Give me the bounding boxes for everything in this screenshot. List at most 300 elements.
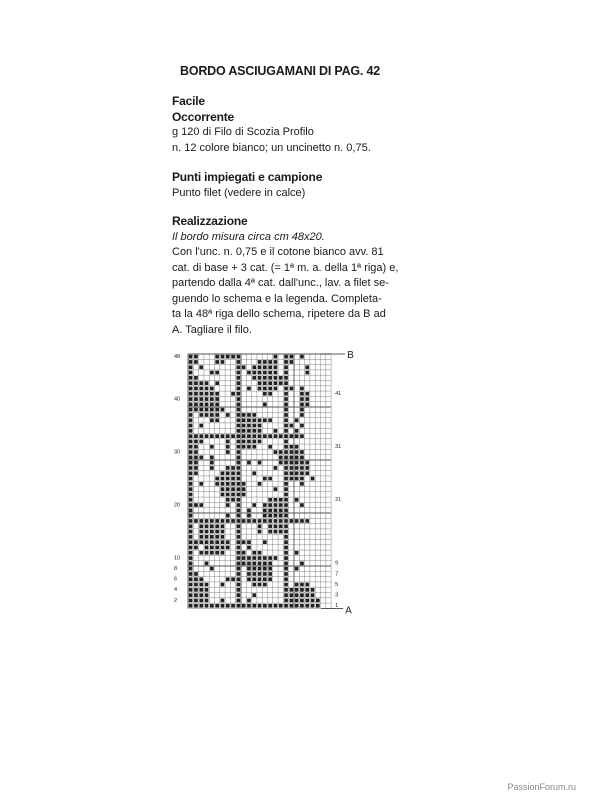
filled-cell [284, 556, 288, 560]
filled-cell [258, 577, 262, 581]
filled-cell [189, 599, 193, 603]
row-label-left: 4 [174, 587, 178, 594]
filled-cell [215, 546, 219, 550]
filled-cell [237, 424, 241, 428]
filled-cell [215, 408, 219, 412]
filled-cell [295, 498, 299, 502]
filled-cell [284, 482, 288, 486]
filled-cell [258, 387, 262, 391]
filled-cell [258, 519, 262, 523]
filled-cell [247, 440, 251, 444]
filled-cell [252, 424, 256, 428]
filled-cell [284, 371, 288, 375]
filled-cell [305, 403, 309, 407]
filled-cell [263, 371, 267, 375]
filled-cell [237, 493, 241, 497]
filled-cell [189, 471, 193, 475]
filled-cell [258, 376, 262, 380]
filled-cell [290, 604, 294, 608]
filled-cell [263, 562, 267, 566]
filled-cell [210, 546, 214, 550]
filled-cell [210, 397, 214, 401]
filled-cell [215, 413, 219, 417]
filled-cell [242, 424, 246, 428]
filled-cell [284, 471, 288, 475]
filled-cell [194, 540, 198, 544]
filled-cell [274, 360, 278, 364]
filled-cell [300, 562, 304, 566]
filled-cell [252, 583, 256, 587]
filled-cell [226, 466, 230, 470]
filled-cell [247, 519, 251, 523]
filled-cell [305, 471, 309, 475]
filled-cell [194, 604, 198, 608]
filled-cell [194, 599, 198, 603]
filled-cell [284, 355, 288, 359]
filled-cell [210, 403, 214, 407]
filled-cell [226, 577, 230, 581]
filled-cell [237, 387, 241, 391]
filled-cell [290, 456, 294, 460]
filled-cell [237, 413, 241, 417]
filled-cell [247, 572, 251, 576]
filled-cell [274, 387, 278, 391]
filled-cell [252, 434, 256, 438]
filled-cell [210, 408, 214, 412]
filled-cell [284, 514, 288, 518]
filled-cell [268, 360, 272, 364]
filled-cell [274, 365, 278, 369]
filled-cell [263, 519, 267, 523]
filled-cell [258, 556, 262, 560]
filled-cell [237, 376, 241, 380]
filled-cell [199, 530, 203, 534]
filled-cell [237, 604, 241, 608]
filled-cell [231, 482, 235, 486]
filled-cell [199, 403, 203, 407]
filled-cell [205, 540, 209, 544]
filled-cell [189, 381, 193, 385]
filet-chart-svg [172, 350, 412, 617]
filled-cell [221, 524, 225, 528]
filled-cell [300, 604, 304, 608]
filled-cell [189, 376, 193, 380]
filled-cell [215, 604, 219, 608]
filled-cell [268, 434, 272, 438]
filled-cell [221, 360, 225, 364]
filled-cell [199, 577, 203, 581]
filled-cell [189, 572, 193, 576]
filled-cell [279, 519, 283, 523]
filled-cell [189, 509, 193, 513]
materials-line-1: g 120 di Filo di Scozia Profilo [172, 126, 314, 138]
materials-section [172, 94, 422, 156]
filled-cell [205, 413, 209, 417]
filled-cell [215, 482, 219, 486]
filled-cell [300, 519, 304, 523]
filled-cell [247, 546, 251, 550]
filled-cell [189, 546, 193, 550]
filled-cell [268, 572, 272, 576]
filled-cell [284, 360, 288, 364]
filled-cell [305, 583, 309, 587]
filled-cell [258, 524, 262, 528]
filled-cell [258, 381, 262, 385]
filled-cell [231, 498, 235, 502]
filled-cell [268, 556, 272, 560]
filled-cell [300, 593, 304, 597]
filled-cell [189, 456, 193, 460]
filled-cell [194, 577, 198, 581]
filled-cell [300, 408, 304, 412]
filled-cell [295, 551, 299, 555]
filled-cell [258, 604, 262, 608]
filled-cell [263, 583, 267, 587]
filled-cell [268, 418, 272, 422]
filled-cell [258, 461, 262, 465]
filled-cell [279, 450, 283, 454]
filled-cell [194, 519, 198, 523]
filled-cell [194, 466, 198, 470]
filled-cell [247, 461, 251, 465]
filled-cell [284, 577, 288, 581]
filled-cell [284, 397, 288, 401]
filled-cell [237, 546, 241, 550]
filled-cell [295, 434, 299, 438]
filled-cell [247, 567, 251, 571]
filled-cell [199, 482, 203, 486]
filled-cell [189, 424, 193, 428]
filled-cell [226, 445, 230, 449]
filled-cell [268, 530, 272, 534]
filled-cell [263, 392, 267, 396]
filled-cell [242, 434, 246, 438]
filled-cell [231, 392, 235, 396]
filled-cell [189, 418, 193, 422]
filled-cell [247, 577, 251, 581]
filled-cell [247, 514, 251, 518]
filled-cell [290, 471, 294, 475]
filled-cell [247, 371, 251, 375]
filled-cell [274, 556, 278, 560]
row-label-right: 21 [335, 497, 342, 504]
filled-cell [258, 418, 262, 422]
filled-cell [221, 540, 225, 544]
filled-cell [210, 567, 214, 571]
filled-cell [221, 487, 225, 491]
filled-cell [221, 551, 225, 555]
filled-cell [189, 588, 193, 592]
filled-cell [205, 434, 209, 438]
filled-cell [305, 599, 309, 603]
instructions-size: Il bordo misura circa cm 48x20. [172, 230, 325, 243]
filled-cell [305, 392, 309, 396]
filled-cell [215, 434, 219, 438]
filled-cell [194, 471, 198, 475]
filled-cell [221, 482, 225, 486]
filled-cell [242, 482, 246, 486]
filled-cell [231, 519, 235, 523]
filled-cell [252, 413, 256, 417]
filled-cell [189, 461, 193, 465]
filled-cell [284, 546, 288, 550]
filled-cell [205, 599, 209, 603]
filled-cell [300, 583, 304, 587]
filled-cell [194, 572, 198, 576]
filled-cell [274, 530, 278, 534]
filled-cell [210, 551, 214, 555]
filled-cell [284, 376, 288, 380]
filled-cell [205, 583, 209, 587]
filled-cell [237, 482, 241, 486]
filled-cell [189, 434, 193, 438]
filled-cell [284, 392, 288, 396]
filled-cell [311, 599, 315, 603]
filet-chart [172, 350, 412, 617]
filled-cell [189, 567, 193, 571]
filled-cell [284, 440, 288, 444]
filled-cell [194, 408, 198, 412]
filled-cell [194, 397, 198, 401]
filled-cell [237, 429, 241, 433]
filled-cell [268, 387, 272, 391]
filled-cell [305, 365, 309, 369]
filled-cell [237, 556, 241, 560]
filled-cell [295, 477, 299, 481]
filled-cell [221, 471, 225, 475]
filled-cell [221, 434, 225, 438]
filled-cell [279, 503, 283, 507]
filled-cell [279, 434, 283, 438]
filled-cell [226, 355, 230, 359]
filled-cell [237, 519, 241, 523]
filled-cell [284, 461, 288, 465]
filled-cell [189, 503, 193, 507]
filled-cell [189, 530, 193, 534]
filled-cell [242, 413, 246, 417]
filled-cell [226, 487, 230, 491]
filled-cell [189, 535, 193, 539]
filled-cell [205, 524, 209, 528]
filled-cell [284, 413, 288, 417]
filled-cell [231, 466, 235, 470]
filled-cell [274, 466, 278, 470]
filled-cell [237, 440, 241, 444]
filled-cell [279, 498, 283, 502]
filled-cell [290, 466, 294, 470]
filled-cell [268, 514, 272, 518]
filled-cell [305, 397, 309, 401]
instructions-line-2: cat. di base + 3 cat. (= 1ª m. a. della 1ª riga) e, [172, 261, 399, 274]
filled-cell [284, 588, 288, 592]
filled-cell [295, 583, 299, 587]
filled-cell [247, 387, 251, 391]
filled-cell [199, 551, 203, 555]
filled-cell [189, 583, 193, 587]
filled-cell [290, 360, 294, 364]
filled-cell [247, 429, 251, 433]
filled-cell [274, 487, 278, 491]
filled-cell [279, 509, 283, 513]
filled-cell [274, 519, 278, 523]
filled-cell [263, 387, 267, 391]
filled-cell [268, 371, 272, 375]
filled-cell [221, 408, 225, 412]
filled-cell [305, 593, 309, 597]
filled-cell [226, 493, 230, 497]
filled-cell [316, 599, 320, 603]
filled-cell [189, 514, 193, 518]
filled-cell [205, 546, 209, 550]
filled-cell [258, 567, 262, 571]
filled-cell [210, 371, 214, 375]
filled-cell [194, 546, 198, 550]
filled-cell [205, 588, 209, 592]
filled-cell [205, 593, 209, 597]
filled-cell [237, 572, 241, 576]
filled-cell [268, 519, 272, 523]
filled-cell [189, 487, 193, 491]
filled-cell [210, 434, 214, 438]
filled-cell [189, 365, 193, 369]
filled-cell [189, 403, 193, 407]
filled-cell [268, 445, 272, 449]
filled-cell [194, 381, 198, 385]
filled-cell [300, 599, 304, 603]
filled-cell [226, 498, 230, 502]
filled-cell [295, 593, 299, 597]
filled-cell [189, 519, 193, 523]
filled-cell [300, 403, 304, 407]
filled-cell [199, 440, 203, 444]
filled-cell [199, 365, 203, 369]
filled-cell [194, 376, 198, 380]
filled-cell [274, 355, 278, 359]
filled-cell [215, 360, 219, 364]
filled-cell [221, 493, 225, 497]
filled-cell [226, 434, 230, 438]
filled-cell [274, 381, 278, 385]
filled-cell [252, 567, 256, 571]
filled-cell [295, 466, 299, 470]
marker-b-letter: B [347, 350, 354, 361]
filled-cell [290, 461, 294, 465]
filled-cell [252, 593, 256, 597]
filled-cell [252, 551, 256, 555]
filled-cell [284, 487, 288, 491]
filled-cell [242, 604, 246, 608]
filled-cell [189, 392, 193, 396]
filled-cell [252, 604, 256, 608]
filled-cell [316, 604, 320, 608]
filled-cell [274, 509, 278, 513]
filled-cell [205, 562, 209, 566]
filled-cell [263, 556, 267, 560]
row-label-left: 20 [174, 502, 181, 509]
filled-cell [189, 556, 193, 560]
filled-cell [247, 604, 251, 608]
filled-cell [258, 530, 262, 534]
filled-cell [284, 604, 288, 608]
filled-cell [215, 540, 219, 544]
filled-cell [284, 387, 288, 391]
filled-cell [205, 535, 209, 539]
filled-cell [189, 551, 193, 555]
filled-cell [247, 445, 251, 449]
filled-cell [231, 434, 235, 438]
filled-cell [295, 519, 299, 523]
row-label-right: 5 [335, 581, 339, 588]
filled-cell [247, 413, 251, 417]
filled-cell [205, 408, 209, 412]
filled-cell [300, 482, 304, 486]
filled-cell [311, 477, 315, 481]
row-label-right: 9 [335, 560, 339, 567]
filled-cell [263, 503, 267, 507]
filled-cell [263, 376, 267, 380]
filled-cell [226, 604, 230, 608]
filled-cell [205, 604, 209, 608]
filled-cell [237, 381, 241, 385]
filled-cell [237, 397, 241, 401]
filled-cell [284, 583, 288, 587]
stitches-heading: Punti impiegati e campione [172, 170, 323, 184]
filled-cell [237, 360, 241, 364]
filled-cell [231, 355, 235, 359]
filled-cell [258, 365, 262, 369]
filled-cell [226, 503, 230, 507]
stitches-line-1: Punto filet (vedere in calce) [172, 186, 306, 199]
filled-cell [237, 535, 241, 539]
row-label-left: 48 [174, 354, 181, 360]
filled-cell [199, 456, 203, 460]
filled-cell [274, 498, 278, 502]
filled-cell [194, 503, 198, 507]
filled-cell [205, 381, 209, 385]
filled-cell [194, 450, 198, 454]
marker-a-letter: A [345, 605, 352, 617]
filled-cell [237, 365, 241, 369]
filled-cell [295, 450, 299, 454]
filled-cell [284, 456, 288, 460]
filled-cell [189, 360, 193, 364]
filled-cell [290, 445, 294, 449]
filled-cell [199, 397, 203, 401]
filled-cell [189, 450, 193, 454]
filled-cell [258, 551, 262, 555]
filled-cell [290, 355, 294, 359]
filled-cell [226, 450, 230, 454]
filled-cell [221, 535, 225, 539]
filled-cell [189, 493, 193, 497]
filled-cell [215, 519, 219, 523]
filled-cell [199, 381, 203, 385]
row-label-left: 6 [174, 576, 178, 583]
filled-cell [221, 583, 225, 587]
filled-cell [268, 477, 272, 481]
filled-cell [226, 546, 230, 550]
filled-cell [242, 551, 246, 555]
filled-cell [300, 503, 304, 507]
filled-cell [189, 445, 193, 449]
filled-cell [311, 588, 315, 592]
filled-cell [258, 434, 262, 438]
filled-cell [189, 482, 193, 486]
filled-cell [252, 429, 256, 433]
filled-cell [263, 434, 267, 438]
filled-cell [295, 445, 299, 449]
filled-cell [194, 387, 198, 391]
